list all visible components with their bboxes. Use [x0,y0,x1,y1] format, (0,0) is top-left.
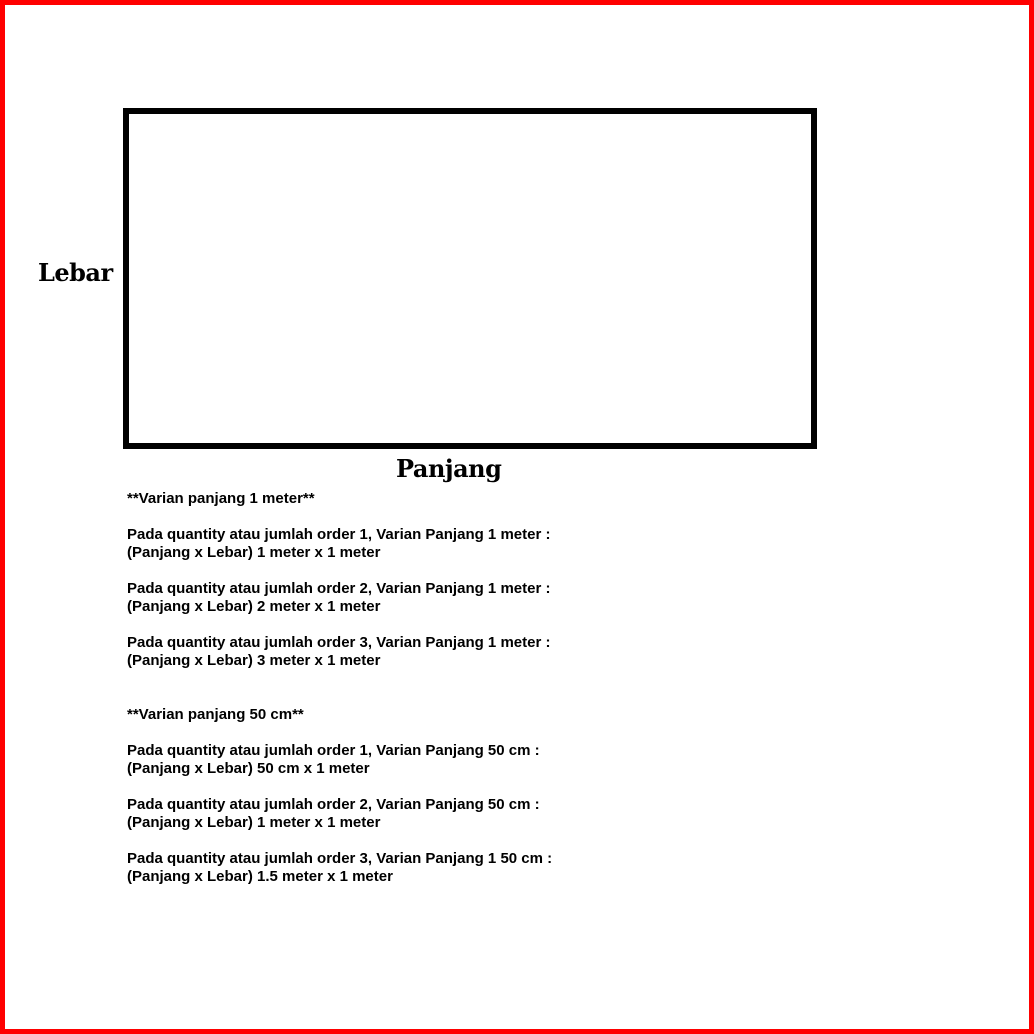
order-entry [127,796,767,832]
section-heading: **Varian panjang 1 meter** [127,490,315,507]
order-entry [127,634,767,670]
order-entry [127,850,767,886]
order-entry [127,580,767,616]
order-entry [127,526,767,562]
width-label: Lebar [38,258,113,287]
size-line: (Panjang x Lebar) 50 cm x 1 meter [127,760,370,777]
variant-description [127,490,767,886]
section-1-meter [127,490,767,670]
order-line: Pada quantity atau jumlah order 3, Varian Panjang 1 50 cm : [127,850,553,867]
dimension-rectangle [123,108,817,449]
order-line: Pada quantity atau jumlah order 1, Varian Panjang 1 meter : [127,526,551,543]
size-line: (Panjang x Lebar) 1.5 meter x 1 meter [127,868,393,885]
section-50-cm [127,706,767,886]
size-line: (Panjang x Lebar) 1 meter x 1 meter [127,544,381,561]
size-line: (Panjang x Lebar) 3 meter x 1 meter [127,652,381,669]
size-line: (Panjang x Lebar) 2 meter x 1 meter [127,598,381,615]
length-label: Panjang [396,454,502,483]
order-line: Pada quantity atau jumlah order 1, Varian Panjang 50 cm : [127,742,540,759]
order-line: Pada quantity atau jumlah order 2, Varian Panjang 50 cm : [127,796,540,813]
order-line: Pada quantity atau jumlah order 2, Varian Panjang 1 meter : [127,580,551,597]
section-heading: **Varian panjang 50 cm** [127,706,304,723]
size-line: (Panjang x Lebar) 1 meter x 1 meter [127,814,381,831]
order-entry [127,742,767,778]
order-line: Pada quantity atau jumlah order 3, Varian Panjang 1 meter : [127,634,551,651]
